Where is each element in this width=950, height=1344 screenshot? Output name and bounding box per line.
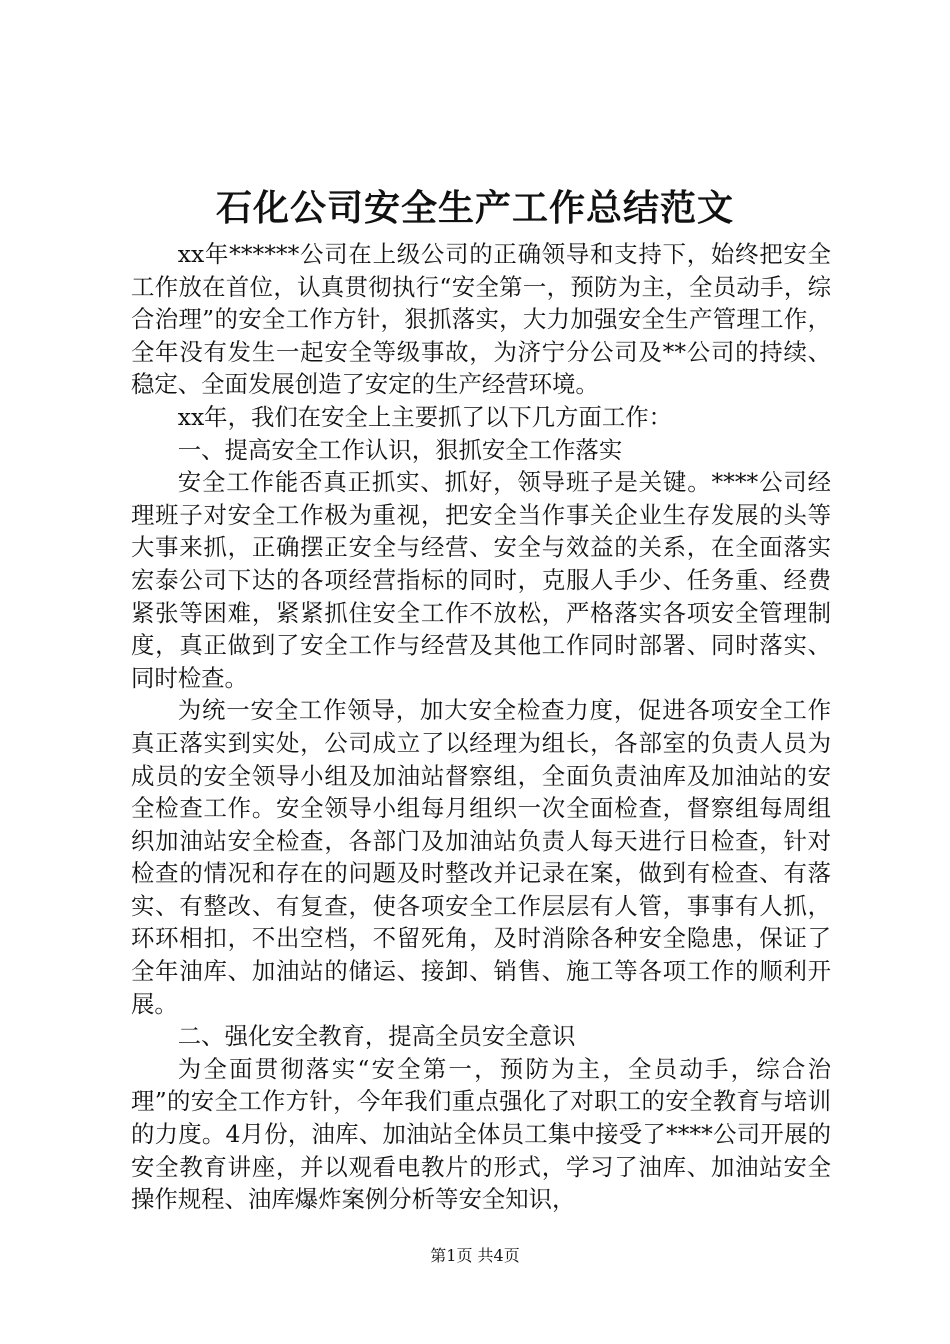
section-heading-1: 一、提高安全工作认识，狠抓安全工作落实 [177, 435, 623, 464]
paragraph-inspection: 为统一安全工作领导，加大安全检查力度，促进各项安全工作真正落实到实处，公司成立了以经理为组长，各部室的负责人员为成员的安全领导小组及加油站督察组，全面负责油库及加油站的安全检查工作。安全领导小组每月组织一次全面检查，督察组每周组织加油站安全检查，各部门及加油站负责人每天进行日检查，针对检查的情况和存在的问题及时整改并记录在案，做到有检查、有落实、有整改、有复查，使各项安全工作层层有人管，事事有人抓，环环相扣，不出空档，不留死角，及时消除各种安全隐患，保证了全年油库、加油站的储运、接卸、销售、施工等各项工作的顺利开展。 [131, 696, 831, 1018]
paragraph-overview: xx年，我们在安全上主要抓了以下几方面工作： [177, 402, 672, 431]
section-heading-2: 二、强化安全教育，提高全员安全意识 [177, 1022, 576, 1051]
paragraph-leadership: 安全工作能否真正抓实、抓好，领导班子是关键。****公司经理班子对安全工作极为重视，把安全当作事关企业生存发展的头等大事来抓，正确摆正安全与经营、安全与效益的关系，在全面落实宏泰公司下达的各项经营指标的同时，克服人手少、任务重、经费紧张等困难，紧紧抓住安全工作不放松，严格落实各项安全管理制度，真正做到了安全工作与经营及其他工作同时部署、同时落实、同时检查。 [131, 468, 831, 692]
document-title: 石化公司安全生产工作总结范文 [215, 187, 734, 229]
page-footer: 第1页 共4页 [430, 1246, 520, 1265]
paragraph-intro: xx年******公司在上级公司的正确领导和支持下，始终把安全工作放在首位，认真贯彻执行“安全第一，预防为主，全员动手，综合治理”的安全工作方针，狠抓落实，大力加强安全生产管理工作，全年没有发生一起安全等级事故，为济宁分公司及**公司的持续、稳定、全面发展创造了安定的生产经营环境。 [131, 240, 831, 399]
document-body [131, 238, 831, 1216]
paragraph-education: 为全面贯彻落实“安全第一，预防为主，全员动手，综合治理”的安全工作方针，今年我们重点强化了对职工的安全教育与培训的力度。4月份，油库、加油站全体员工集中接受了****公司开展的安全教育讲座，并以观看电教片的形式，学习了油库、加油站安全操作规程、油库爆炸案例分析等安全知识， [131, 1054, 831, 1214]
